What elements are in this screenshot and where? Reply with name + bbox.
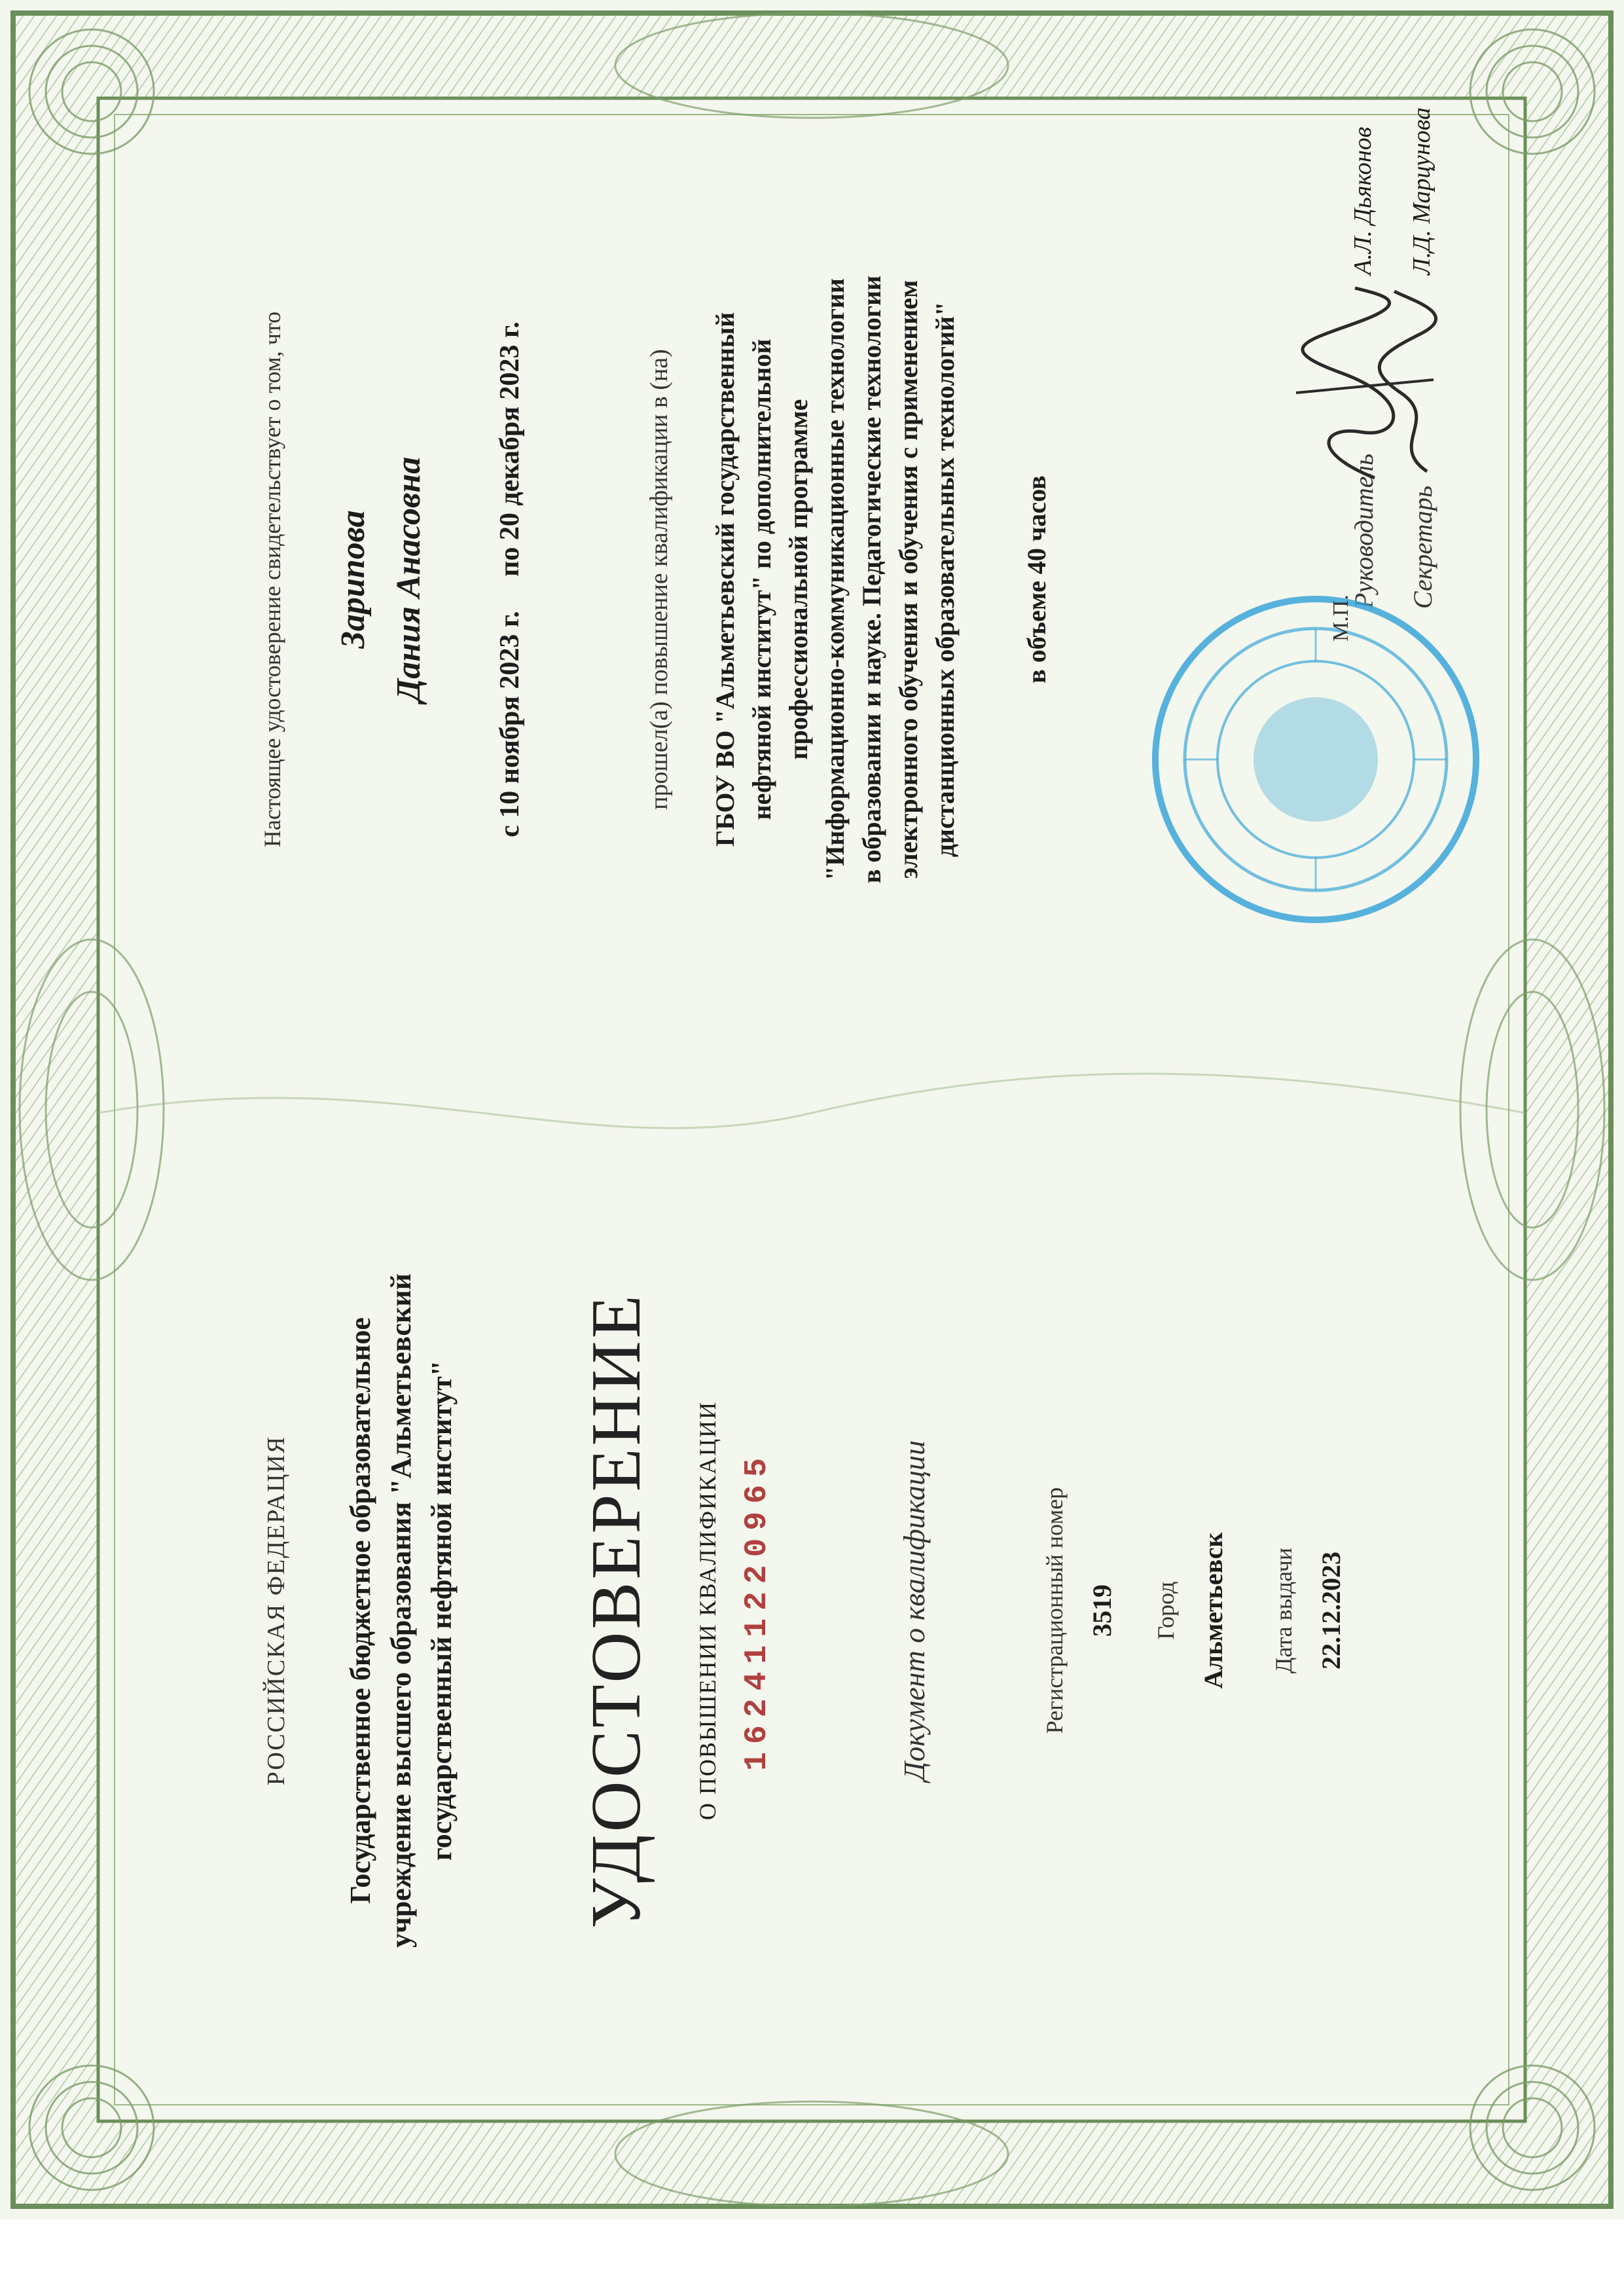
- issue-date: 22.12.2023: [1316, 1552, 1346, 1669]
- volume-text: в объеме 40 часов: [1022, 475, 1051, 683]
- program-line: ГБОУ ВО "Альметьевский государственный: [710, 312, 740, 847]
- institution-line: учреждение высшего образования "Альметьевский: [385, 1273, 417, 1948]
- stamp-mark: М.П.: [1329, 594, 1353, 642]
- program-line: дистанционных образовательных технологий": [930, 301, 960, 858]
- doc-title: УДОСТОВЕРЕНИЕ: [577, 1292, 655, 1929]
- date-label: Дата выдачи: [1271, 1547, 1297, 1674]
- signatures-image: [1283, 282, 1453, 491]
- given-name: Дания Анасовна: [390, 456, 427, 702]
- program-line: в образовании и науке. Педагогические технологии: [857, 275, 886, 884]
- reg-label: Регистрационный номер: [1041, 1487, 1068, 1734]
- program-line: электронного обучения и обучения с применением: [893, 280, 923, 879]
- institution-name: [340, 1152, 462, 2069]
- secretary-name: Л.Д. Марцунова: [1408, 107, 1435, 275]
- program-line: профессиональной программе: [784, 399, 813, 760]
- country-label: РОССИЙСКАЯ ФЕДЕРАЦИЯ: [262, 1435, 290, 1786]
- city-label: Город: [1153, 1581, 1179, 1640]
- content-page: [0, 105, 1624, 1054]
- head-label: Руководитель: [1349, 453, 1379, 609]
- institution-line: Государственное бюджетное образовательное: [344, 1317, 376, 1904]
- city-value: Альметьевск: [1199, 1532, 1228, 1689]
- surname: Зарипова: [334, 510, 372, 649]
- study-period: с 10 ноября 2023 г. по 20 декабря 2023 г.: [495, 321, 525, 837]
- official-stamp: [1146, 589, 1486, 930]
- program-line: нефтяной институт" по дополнительной: [747, 338, 776, 820]
- doc-subtitle: О ПОВЫШЕНИИ КВАЛИФИКАЦИИ: [695, 1400, 721, 1821]
- program-line: "Информационно-коммуникационные технологии: [820, 278, 850, 881]
- doc-type: Документ о квалификации: [897, 1440, 931, 1781]
- reg-number: 3519: [1087, 1584, 1117, 1637]
- doc-number: 162411220965: [740, 1450, 775, 1771]
- passed-text: прошел(а) повышение квалификации в (на): [645, 349, 673, 810]
- head-name: А.Л. Дьяконов: [1349, 126, 1377, 275]
- intro-text: Настоящее удостоверение свидетельствует о том, что: [259, 311, 285, 848]
- secretary-label: Секретарь: [1408, 485, 1437, 609]
- institution-line: государственный нефтяной институт": [425, 1360, 458, 1861]
- title-page: [0, 1152, 1624, 2069]
- program-description: [707, 105, 964, 1054]
